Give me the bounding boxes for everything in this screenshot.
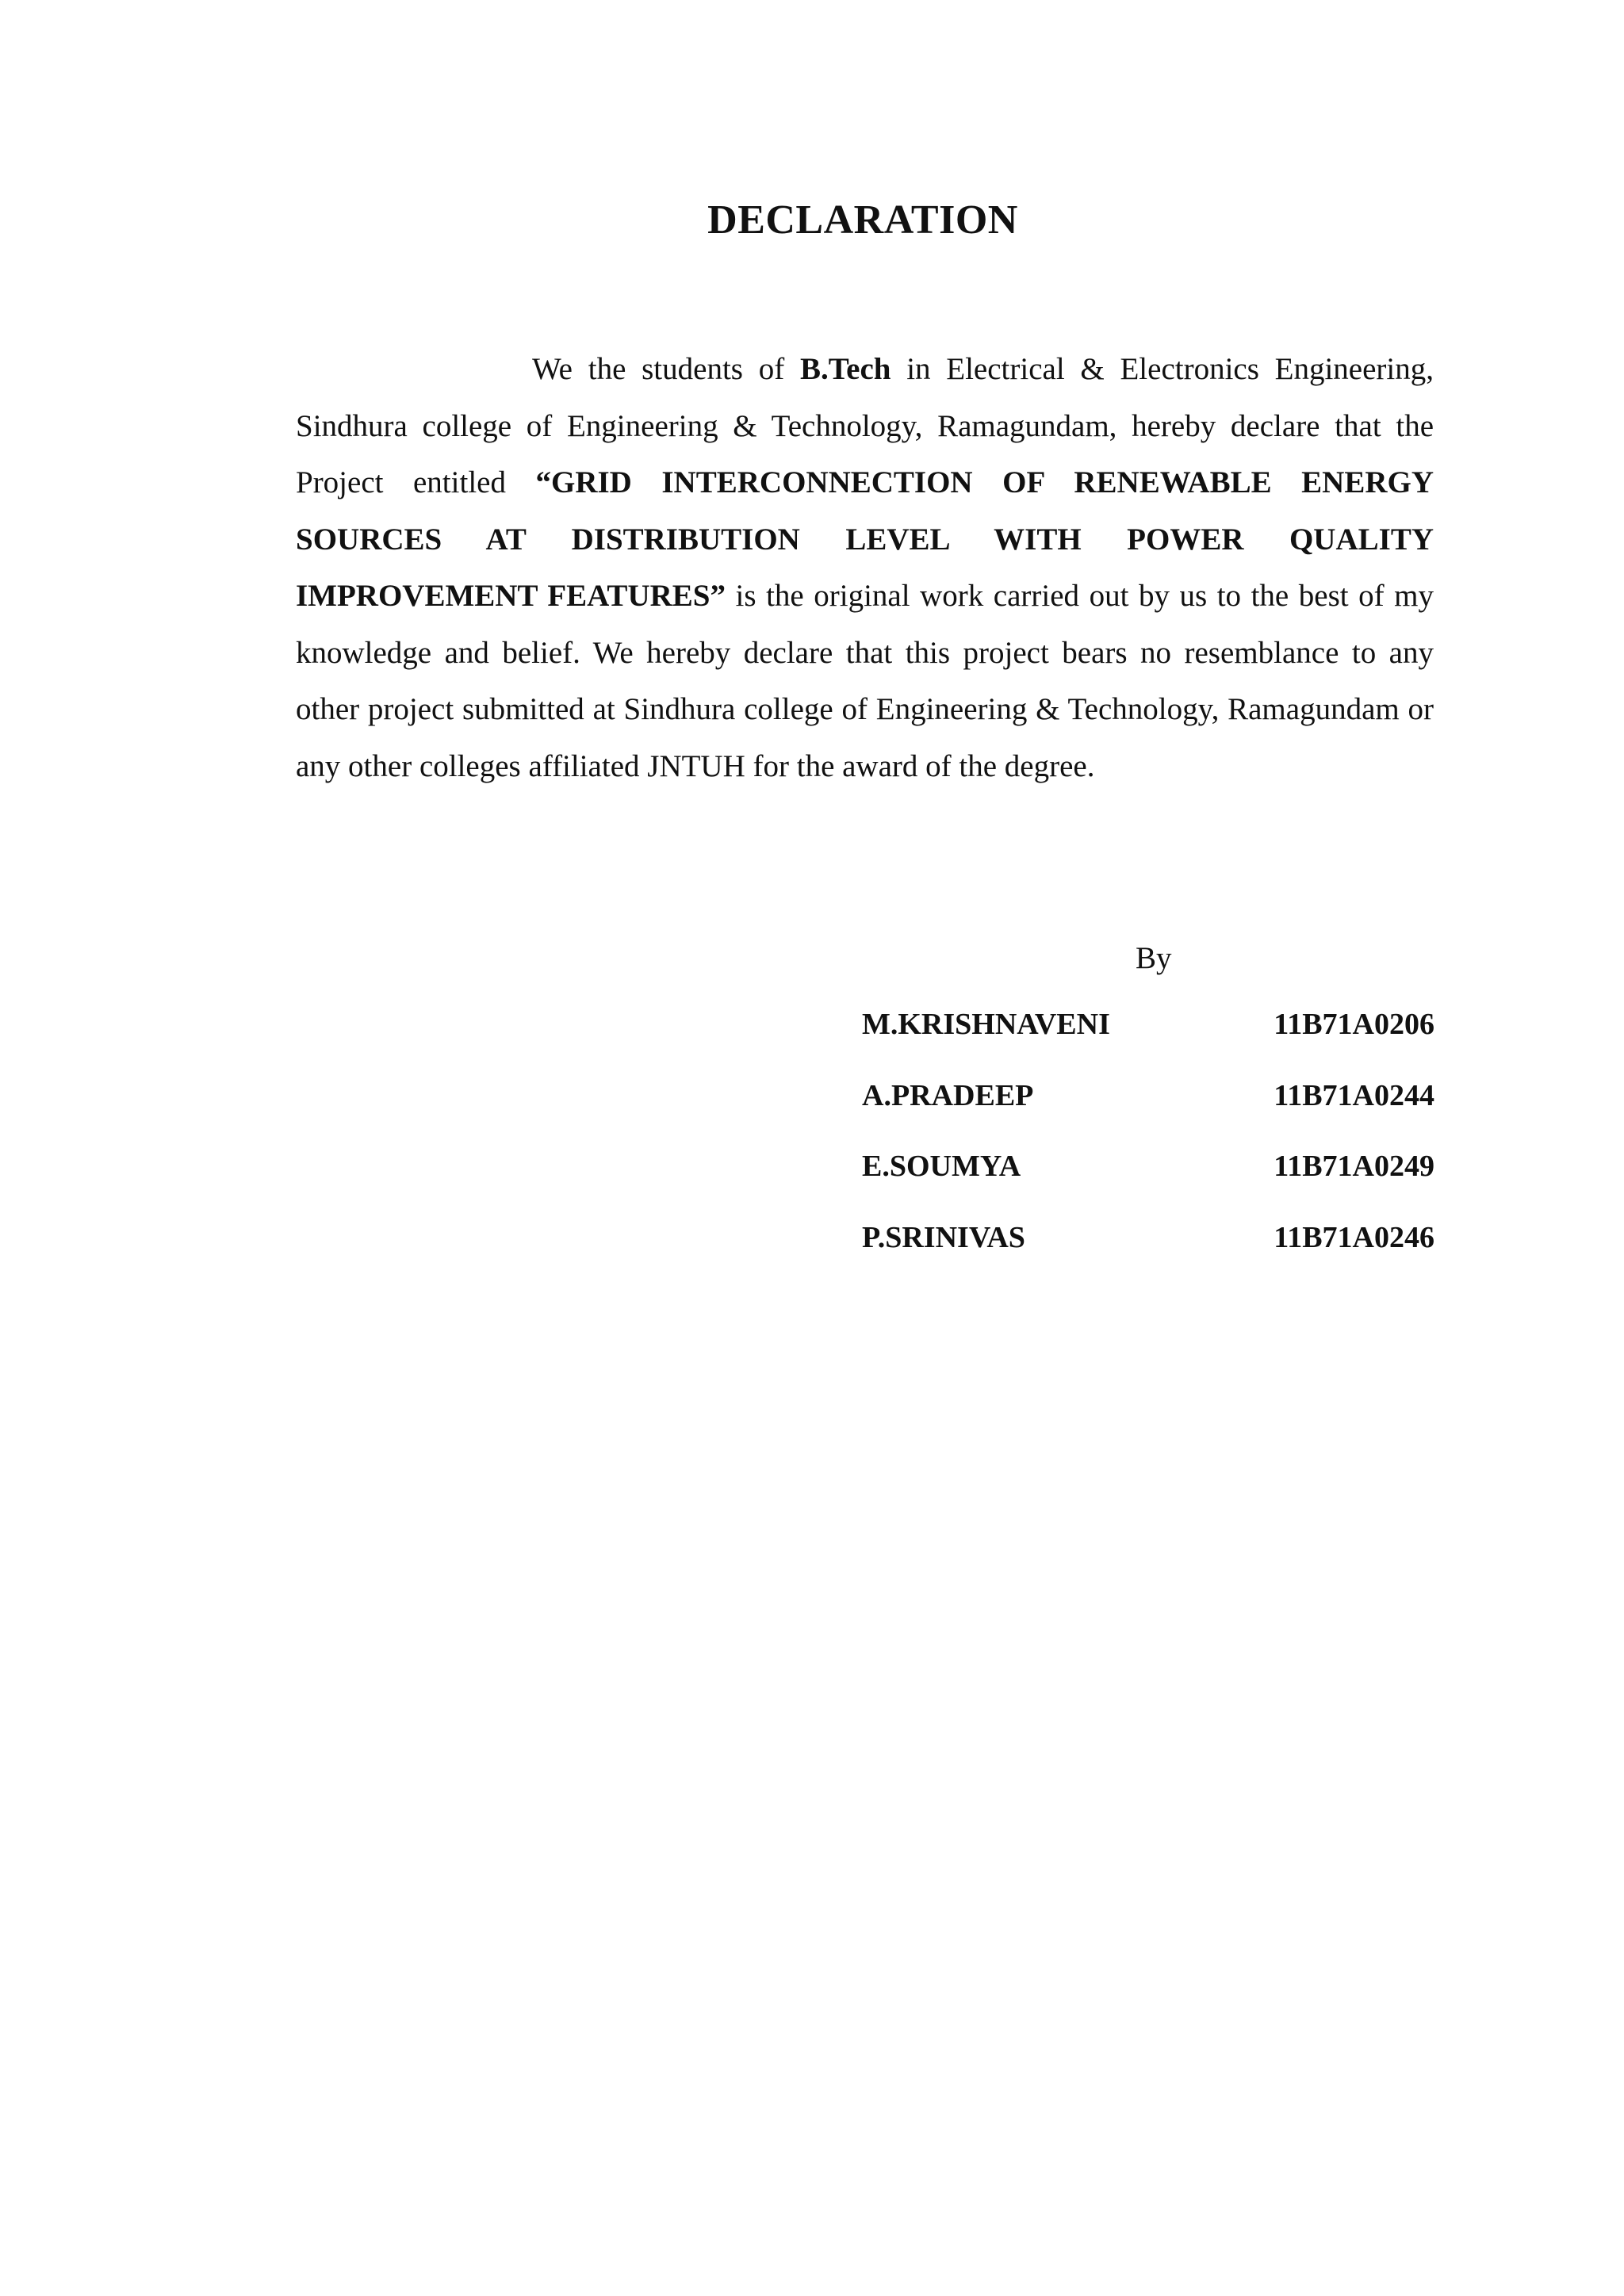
student-list	[862, 1007, 1434, 1291]
student-row	[862, 1078, 1434, 1150]
student-name: M.KRISHNAVENI	[862, 1008, 1110, 1041]
project-title: “GRID INTERCONNECTION OF RENEWABLE ENERGY SOURCES AT DISTRIBUTION LEVEL WITH POWER QUALITY IMPROVEMENT FEATURES”	[296, 465, 1434, 613]
by-label: By	[1136, 941, 1172, 975]
student-roll-number: 11B71A0249	[1274, 1150, 1434, 1183]
student-roll-number: 11B71A0244	[1274, 1078, 1434, 1112]
paragraph-text-part2: in Electrical & Electronics Engineering, Sindhura college of Engineering & Technology, Ramagundam, hereby declare that the Project entitled	[296, 352, 1434, 499]
student-row	[862, 1007, 1434, 1078]
student-row	[862, 1149, 1434, 1220]
degree-name: B.Tech	[799, 352, 891, 386]
declaration-paragraph	[296, 341, 1434, 794]
page-title: DECLARATION	[707, 197, 1018, 243]
student-name: A.PRADEEP	[862, 1078, 1034, 1112]
student-row	[862, 1220, 1434, 1292]
paragraph-text-part1: We the students of	[532, 352, 800, 386]
student-roll-number: 11B71A0206	[1274, 1008, 1434, 1041]
student-roll-number: 11B71A0246	[1274, 1220, 1434, 1254]
student-name: E.SOUMYA	[862, 1150, 1021, 1183]
student-name: P.SRINIVAS	[862, 1220, 1025, 1254]
paragraph-text-part3: is the original work carried out by us to the best of my knowledge and belief. We hereby declare that this project bears no resemblance to any other project submitted at Sindhura college of Engineering & Technology, Ramagundam or any other colleges affiliated JNTUH for the award of the degree.	[296, 579, 1434, 783]
